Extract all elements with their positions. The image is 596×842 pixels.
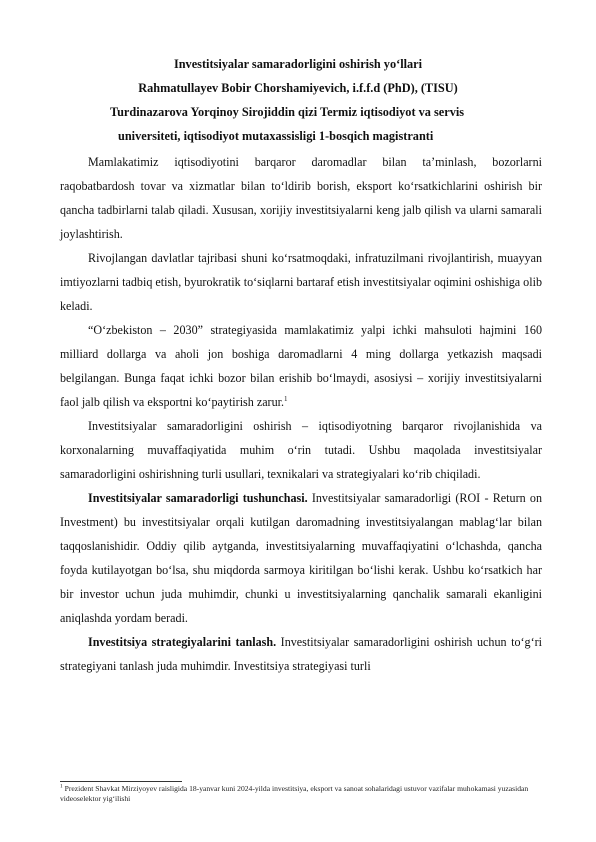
section-heading-strategy: Investitsiya strategiyalarini tanlash. [88, 635, 277, 649]
footnote-mark: 1 [60, 783, 63, 790]
article-body [60, 150, 542, 678]
paragraph-5-text: Investitsiyalar samaradorligi (ROI - Return on Investment) bu investitsiyalar orqali kutilgan daromadning investitsiyalangan mablag‘lar bilan taqqoslanishidir. Oddiy qilib aytganda, investitsiyalarning muvaffaqiyatini o‘lchashda, qancha foyda kutilayotgan bo‘lsa, shu miqdorda sarmoya kiritilgan bo‘lishi kerak. Ushbu ko‘rsatkich har bir investor uchun juda muhimdir, chunki u investitsiyalarning qanchalik samarali ekanligini aniqlashda yordam beradi. [60, 491, 542, 625]
paragraph-2: Rivojlangan davlatlar tajribasi shuni ko‘rsatmoqdaki, infratuzilmani rivojlantirish, muayyan imtiyozlarni tadbiq etish, byurokratik to‘siqlarni bartaraf etish investitsiyalar oqimini oshishiga olib keladi. [60, 251, 542, 313]
author-affiliation-line: universiteti, iqtisodiyot mutaxassisligi 1-bosqich magistranti [118, 129, 434, 143]
author-line-1: Rahmatullayev Bobir Chorshamiyevich, i.f.f.d (PhD), (TISU) [138, 81, 458, 95]
paragraph-4: Investitsiyalar samaradorligini oshirish – iqtisodiyotning barqaror rivojlanishida va korxonalarning muvaffaqiyatida muhim o‘rin tutadi. Ushbu maqolada investitsiyalar samaradorligini oshirishning turli usullari, texnikalari va strategiyalari ko‘rib chiqiladi. [60, 419, 542, 481]
paragraph-5 [60, 486, 542, 630]
paragraph-6 [60, 630, 542, 678]
footnote-reference[interactable]: 1 [284, 394, 288, 403]
footnote-text: Prezident Shavkat Mirziyoyev raisligida 18-yanvar kuni 2024-yilda investitsiya, eksport va sanoat sohalaridagi ustuvor vazifalar muhokamasi yuzasidan videoselektor yig‘ilishi [60, 784, 529, 803]
footnote-divider [60, 781, 182, 782]
footnote [60, 784, 542, 804]
paragraph-1: Mamlakatimiz iqtisodiyotini barqaror daromadlar bilan ta’minlash, bozorlarni raqobatbardosh tovar va xizmatlar bilan to‘ldirib borish, eksport ko‘rsatkichlarini oshirish bir qancha tadbirlarni talab qiladi. Xususan, xorijiy investitsiyalarni keng jalb qilish va ularni samarali joylashtirish. [60, 155, 542, 241]
paragraph-3 [60, 318, 542, 414]
paragraph-3-text: “O‘zbekiston – 2030” strategiyasida mamlakatimiz yalpi ichki mahsuloti hajmini 160 milliard dollarga va aholi jon boshiga daromadlarni 4 ming dollarga yetkazish maqsadi belgilangan. Bunga faqat ichki bozor bilan erishib bo‘lmaydi, asosiysi – xorijiy investitsiyalarni faol jalb qilish va eksportni ko‘paytirish zarur. [60, 323, 542, 409]
author-line-2: Turdinazarova Yorqinoy Sirojiddin qizi Termiz iqtisodiyot va servis [110, 105, 465, 119]
paper-title: Investitsiyalar samaradorligini oshirish yo‘llari [173, 57, 423, 71]
paragraph-6-text: Investitsiyalar samaradorligini oshirish uchun to‘g‘ri strategiyani tanlash juda muhimdir. Investitsiya strategiyasi turli [60, 635, 542, 673]
section-heading-roi: Investitsiyalar samaradorligi tushunchasi. [88, 491, 308, 505]
